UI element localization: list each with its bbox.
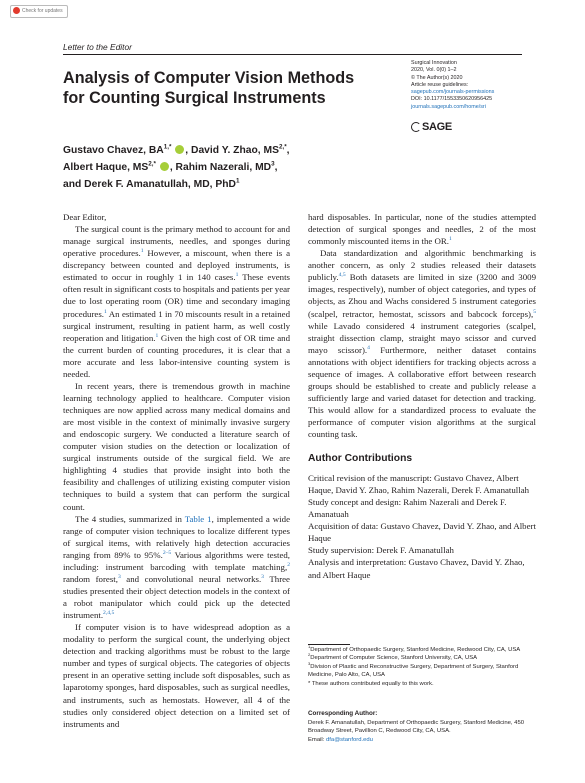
citation-ref[interactable]: 1 <box>449 236 452 243</box>
title-line-1: Analysis of Computer Vision Methods <box>63 69 355 87</box>
affiliation-item <box>308 654 538 662</box>
paragraph-text: hard disposables. In particular, none of the studies attempted detection of surgical sponges and needles, 2 of the most commonly miscounted items in the OR. <box>308 212 536 247</box>
author-name: , David Y. Zhao, MS <box>185 145 279 156</box>
author-separator: , <box>286 145 290 156</box>
citation-ref[interactable]: 3 <box>261 573 264 580</box>
author-separator: , <box>274 161 278 173</box>
check-for-updates-label: Check for updates <box>22 8 63 14</box>
citation-ref[interactable]: 2 <box>287 561 290 568</box>
author-affiliation-mark: 1 <box>235 177 240 185</box>
body-paragraph <box>308 211 536 247</box>
journal-home-link[interactable]: journals.sagepub.com/home/sri <box>411 103 486 110</box>
body-paragraph <box>63 223 290 380</box>
contribution-item: Study supervision: Derek F. Amanatullah <box>308 545 454 556</box>
publisher-name: SAGE <box>422 121 452 133</box>
contribution-item: Study concept and design: Rahim Nazerali and Derek F. Amanatuah <box>308 497 507 520</box>
affiliation-mark: 1 <box>308 644 311 650</box>
author-affiliation-mark: 1,* <box>163 143 172 151</box>
author-name: Albert Haque, MS <box>63 161 149 173</box>
author-line-3 <box>63 177 393 194</box>
affiliation-item <box>308 646 538 654</box>
body-paragraph <box>308 247 536 440</box>
paragraph-text: while Lavado considered 4 instrument categories (scalpel, straight dissection clamp, straight mayo scissor and curved mayo scissor). <box>308 320 536 355</box>
orcid-icon[interactable] <box>175 145 184 154</box>
author-name: and Derek F. Amanatullah, MD, PhD <box>63 178 236 190</box>
copyright-notice: © The Author(s) 2020 <box>411 74 463 81</box>
paragraph-text: However, a miscount, when there is a discrepancy between counted and deployed instruments, is estimated to occur in roughly 1 in 140 cases. <box>63 248 290 283</box>
citation-ref[interactable]: 4,5 <box>338 272 346 279</box>
article-type-label: Letter to the Editor <box>63 42 132 52</box>
update-icon <box>13 7 20 14</box>
paragraph-text: These events often result in significant costs to hospitals and patients per year due to lost operating room (OR) time and secondary imaging procedures. <box>63 272 290 319</box>
citation-ref[interactable]: 1 <box>140 248 144 255</box>
doi[interactable]: DOI: 10.1177/1553350620956425 <box>411 96 493 103</box>
author-line-1 <box>63 143 393 160</box>
header-divider <box>63 54 522 55</box>
body-column-right <box>308 211 536 440</box>
author-line-2 <box>63 160 393 177</box>
affiliations-divider <box>308 644 350 645</box>
publisher-logo <box>411 121 452 133</box>
citation-ref[interactable]: 1 <box>235 272 239 279</box>
email-label: Email: <box>308 736 327 743</box>
paragraph-text: random forest, <box>63 573 118 584</box>
affiliation-mark: 2 <box>308 652 311 658</box>
paragraph-text: The surgical count is the primary method to account for and manage surgical instruments, needles, and sponges during operative procedures. <box>63 224 290 259</box>
author-affiliation-mark: 2,* <box>148 160 156 168</box>
author-affiliation-mark: 2,* <box>278 143 287 151</box>
correspondence-details <box>308 719 538 744</box>
body-paragraph: If computer vision is to have widespread adoption as a modality to perform the surgical count, the underlying object detection and tracking algorithms must be robust to the large number and types of surgical objects. The categories of objects present in an operative setting include soft disposables, such as laparotomy sponges, hard disposables, such as surgical needles, and instruments, such as hemostats. However, all 4 of the studies only considered object detection on a limited set of instruments and <box>63 622 290 729</box>
contribution-item: Acquisition of data: Gustavo Chavez, David Y. Zhao, and Albert Haque <box>308 521 536 544</box>
body-paragraph: In recent years, there is tremendous growth in machine learning technology applied to healthcare. Computer vision techniques are now applied across many medical domains and are most visible in the context of minimally invasive surgery and endoscopic surgery. We conducted a literature search of computer vision studies on the detection or localization of surgical instruments outside of the surgical field. We are highlighting 4 studies that provide insight into both the feasibility and challenges of utilizing existing computer vision techniques to build a system that can perform the surgical count. <box>63 380 290 512</box>
citation-ref[interactable]: 5 <box>533 308 536 315</box>
affiliation-text: Department of Computer Science, Stanford University, CA, USA <box>310 655 478 662</box>
affiliation-mark: 3 <box>308 660 311 666</box>
contribution-item: Critical revision of the manuscript: Gustavo Chavez, Albert Haque, David Y. Zhao, Rahim Nazerali, Derek F. Amanatullah <box>308 473 530 496</box>
journal-name: Surgical Innovation <box>411 60 457 66</box>
body-column-left <box>63 211 290 730</box>
paragraph-text: Given the high cost of OR time and the current burden of counting procedures, it is clear that a more accurate and less labor-intensive counting system is needed. <box>63 332 290 379</box>
paragraph-text: The 4 studies, summarized in <box>75 513 185 524</box>
affiliations <box>308 646 538 688</box>
citation-ref[interactable]: 1 <box>104 308 107 315</box>
correspondence-heading: Corresponding Author: <box>308 710 378 717</box>
table-reference-link[interactable]: Table 1 <box>184 513 212 524</box>
orcid-icon[interactable] <box>160 162 169 171</box>
section-heading: Author Contributions <box>308 453 413 464</box>
citation-ref[interactable]: 2–5 <box>162 549 172 556</box>
salutation: Dear Editor, <box>63 212 107 222</box>
correspondence-address: Derek F. Amanatullah, Department of Orthopaedic Surgery, Stanford Medicine, 450 Broadway Street, Pavillion C, Redwood City, CA, USA. <box>308 720 524 735</box>
permissions-link[interactable]: sagepub.com/journals-permissions <box>411 89 495 96</box>
paragraph-text: Three studies presented their object detection models in the context of a robot manipulator which could pick up the detected instrument. <box>63 573 290 621</box>
contribution-item: Analysis and interpretation: Gustavo Chavez, David Y. Zhao, and Albert Haque <box>308 557 525 580</box>
paragraph-text: Furthermore, neither dataset contains annotations with object identifiers for tracking objects across a sequence of images. A collaborative effort between research groups should be established to create and publicly release a sufficiently large and varied dataset for detection and tracking. This would allow for a standardized process to evaluate the performance of computer vision algorithms at the surgical counting task. <box>308 344 537 440</box>
author-affiliation-mark: 3 <box>271 160 275 168</box>
author-list <box>63 143 393 193</box>
sage-logo-icon <box>411 122 421 132</box>
paragraph-text: , implemented a wide range of computer vision techniques to localize different types of surgical items, with relatively high detection accuracies ranging from 89% to 95%. <box>63 513 290 560</box>
journal-metadata <box>411 60 541 111</box>
citation-ref[interactable]: 4 <box>367 344 370 351</box>
email-link[interactable]: dfa@stanford.edu <box>326 736 373 743</box>
paragraph-text: An estimated 1 in 70 miscounts result in a retained surgical instrument, resulting in patient harm, as well costly reoperation and litigation. <box>63 308 290 343</box>
paragraph-text: Both datasets are limited in size (3200 and 3009 images, respectively), number of object categories, and types of objects, as Zhou and Wachs considered 5 instrument categories (scalpel, retractor, hemostat, scissors and babcock forceps), <box>308 272 536 319</box>
affiliation-text: Division of Plastic and Reconstructive Surgery, Department of Surgery, Stanford Medicine, Palo Alto, CA, USA <box>308 663 519 679</box>
article-title <box>63 69 393 108</box>
affiliation-item <box>308 660 538 680</box>
author-name: , Rahim Nazerali, MD <box>169 161 272 173</box>
affiliation-text: Department of Orthopaedic Surgery, Stanford Medicine, Redwood City, CA, USA <box>310 647 521 653</box>
journal-volume: 2020, Vol. 0(0) 1–2 <box>411 67 457 74</box>
citation-ref[interactable]: 2,4,5 <box>103 610 115 617</box>
contributions-list <box>308 472 536 581</box>
reuse-guidelines-label: Article reuse guidelines: <box>411 81 469 88</box>
citation-ref[interactable]: 3 <box>117 573 121 580</box>
paragraph-text: Various algorithms were tested, including: instrument barcoding with template matching, <box>63 549 290 572</box>
title-line-2: for Counting Surgical Instruments <box>63 88 326 107</box>
paragraph-text: Data standardization and algorithmic benchmarking is another concern, as only 2 studies released their datasets publicly. <box>308 248 536 283</box>
citation-ref[interactable]: 1 <box>155 332 159 339</box>
equal-contribution-note: * These authors contributed equally to this work. <box>308 680 434 687</box>
body-paragraph <box>63 513 290 622</box>
author-name: Gustavo Chavez, BA <box>63 145 164 156</box>
paragraph-text: and convolutional neural networks. <box>120 573 262 584</box>
check-for-updates-badge[interactable] <box>10 5 68 18</box>
